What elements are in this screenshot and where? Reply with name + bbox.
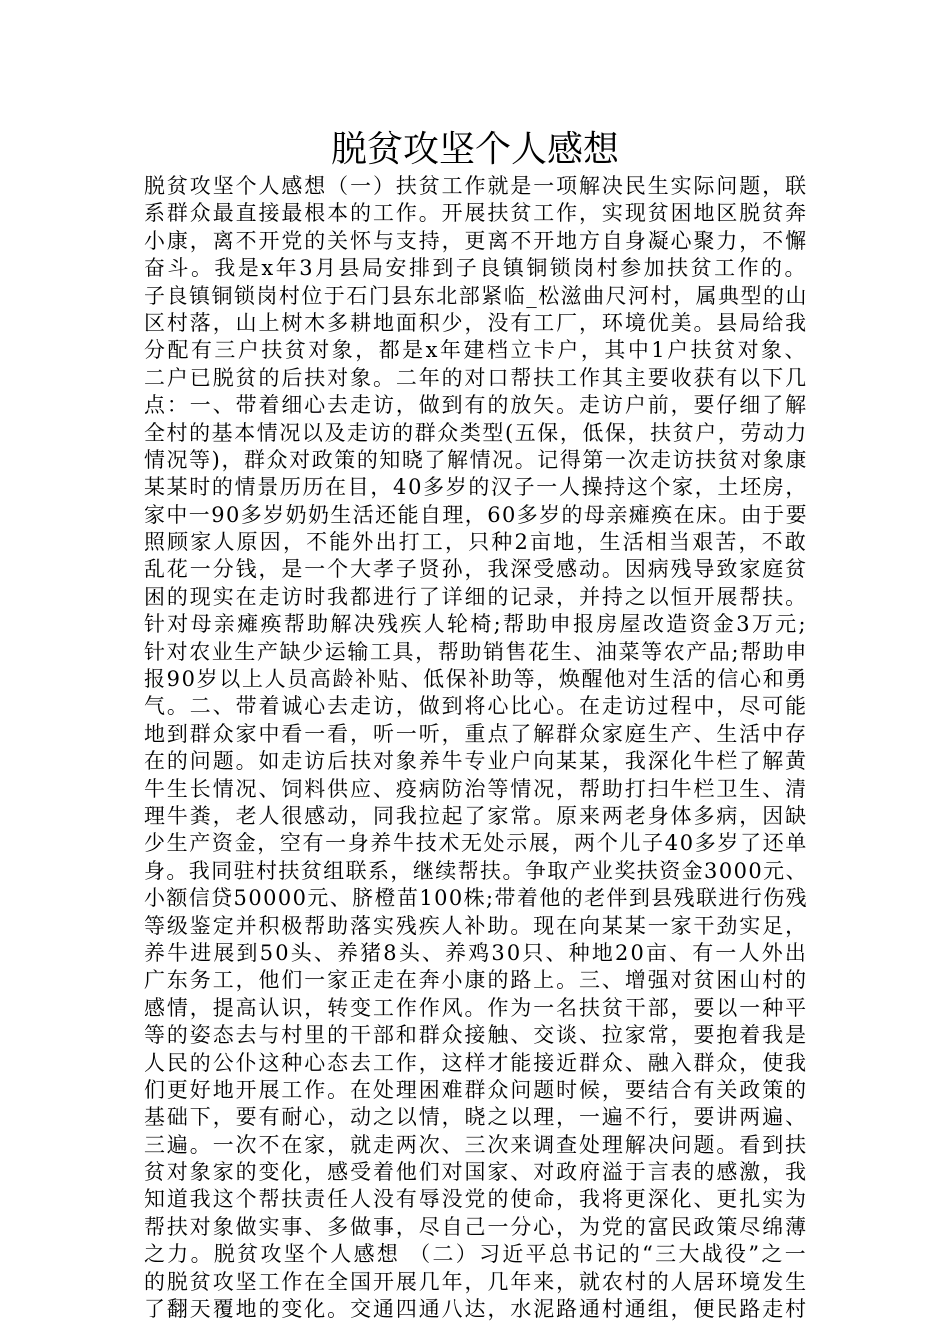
document-text-line: 了翻天覆地的变化。交通四通八达，水泥路通村通组，便民路走村 bbox=[144, 1297, 808, 1322]
document-text-line: 贫对象家的变化，感受着他们对国家、对政府溢于言表的感激，我 bbox=[144, 1160, 808, 1185]
document-text-line: 二户已脱贫的后扶对象。二年的对口帮扶工作其主要收获有以下几 bbox=[144, 365, 808, 390]
document-text-line: 等级鉴定并积极帮助落实残疾人补助。现在向某某一家干劲实足， bbox=[144, 913, 808, 938]
document-text-line: 针对农业生产缺少运输工具，帮助销售花生、油菜等农产品;帮助申 bbox=[144, 639, 808, 664]
document-title: 脱贫攻坚个人感想 bbox=[330, 129, 619, 170]
document-text-line: 人民的公仆这种心态去工作，这样才能接近群众、融入群众，使我 bbox=[144, 1050, 808, 1075]
document-text-line: 之力。脱贫攻坚个人感想 （二）习近平总书记的“三大战役”之一 bbox=[144, 1242, 808, 1267]
document-text-line: 三遍。一次不在家，就走两次、三次来调查处理解决问题。看到扶 bbox=[144, 1132, 808, 1157]
document-text-line: 等的姿态去与村里的干部和群众接触、交谈、拉家常，要抱着我是 bbox=[144, 1023, 808, 1048]
document-text-line: 全村的基本情况以及走访的群众类型(五保，低保，扶贫户，劳动力 bbox=[144, 420, 808, 445]
document-text-line: 分配有三户扶贫对象，都是x年建档立卡户，其中1户扶贫对象、 bbox=[144, 338, 808, 363]
document-text-line: 照顾家人原因，不能外出打工，只种2亩地，生活相当艰苦，不敢 bbox=[144, 530, 808, 555]
document-text-line: 子良镇铜锁岗村位于石门县东北部紧临_松滋曲尺河村，属典型的山 bbox=[144, 283, 808, 308]
document-text-line: 身。我同驻村扶贫组联系，继续帮扶。争取产业奖扶资金3000元、 bbox=[144, 858, 808, 883]
document-text-line: 养牛进展到50头、养猪8头、养鸡30只、种地20亩、有一人外出 bbox=[144, 940, 808, 965]
document-text-line: 小额信贷50000元、脐橙苗100株;带着他的老伴到县残联进行伤残 bbox=[144, 886, 808, 911]
document-text-line: 理牛粪，老人很感动，同我拉起了家常。原来两老身体多病，因缺 bbox=[144, 803, 808, 828]
document-text-line: 区村落，山上树木多耕地面积少，没有工厂，环境优美。县局给我 bbox=[144, 310, 808, 335]
document-body bbox=[144, 173, 808, 1323]
document-text-line: 帮扶对象做实事、多做事，尽自己一分心，为党的富民政策尽绵薄 bbox=[144, 1214, 808, 1239]
document-text-line: 在的问题。如走访后扶对象养牛专业户向某某，我深化牛栏了解黄 bbox=[144, 749, 808, 774]
document-text-line: 情况等)，群众对政策的知晓了解情况。记得第一次走访扶贫对象康 bbox=[144, 447, 808, 472]
document-text-line: 针对母亲瘫痪帮助解决残疾人轮椅;帮助申报房屋改造资金3万元; bbox=[144, 612, 808, 637]
document-text-line: 系群众最直接最根本的工作。开展扶贫工作，实现贫困地区脱贫奔 bbox=[144, 201, 808, 226]
document-text-line: 家中一90多岁奶奶生活还能自理，60多岁的母亲瘫痪在床。由于要 bbox=[144, 502, 808, 527]
document-text-line: 乱花一分钱，是一个大孝子贤孙，我深受感动。因病残导致家庭贫 bbox=[144, 557, 808, 582]
document-text-line: 少生产资金，空有一身养牛技术无处示展，两个儿子40多岁了还单 bbox=[144, 831, 808, 856]
document-text-line: 的脱贫攻坚工作在全国开展几年，几年来，就农村的人居环境发生 bbox=[144, 1269, 808, 1294]
document-text-line: 脱贫攻坚个人感想（一）扶贫工作就是一项解决民生实际问题，联 bbox=[144, 174, 808, 198]
document-text-line: 困的现实在走访时我都进行了详细的记录，并持之以恒开展帮扶。 bbox=[144, 584, 808, 609]
document-text-line: 小康，离不开党的关怀与支持，更离不开地方自身凝心聚力，不懈 bbox=[144, 228, 808, 253]
document-text-line: 感情，提高认识，转变工作作风。作为一名扶贫干部，要以一种平 bbox=[144, 995, 808, 1020]
document-text-line: 地到群众家中看一看，听一听，重点了解群众家庭生产、生活中存 bbox=[144, 721, 808, 746]
document-text-line: 们更好地开展工作。在处理困难群众问题时候，要结合有关政策的 bbox=[144, 1077, 808, 1102]
document-text-line: 广东务工，他们一家正走在奔小康的路上。三、增强对贫困山村的 bbox=[144, 968, 808, 993]
document-text-line: 报90岁以上人员高龄补贴、低保补助等，焕醒他对生活的信心和勇 bbox=[144, 667, 808, 692]
document-text-line: 点：一、带着细心去走访，做到有的放矢。走访户前，要仔细了解 bbox=[144, 393, 808, 418]
document-text-line: 某某时的情景历历在目，40多岁的汉子一人操持这个家，土坯房， bbox=[144, 475, 808, 500]
document-text-line: 知道我这个帮扶责任人没有辱没党的使命，我将更深化、更扎实为 bbox=[144, 1187, 808, 1212]
document-text-line: 基础下，要有耐心，动之以情，晓之以理，一遍不行，要讲两遍、 bbox=[144, 1105, 808, 1130]
document-text-line: 奋斗。我是x年3月县局安排到子良镇铜锁岗村参加扶贫工作的。 bbox=[144, 256, 808, 281]
document-text-line: 气。二、带着诚心去走访，做到将心比心。在走访过程中，尽可能 bbox=[144, 694, 808, 719]
document-text-line: 牛生长情况、饲料供应、疫病防治等情况，帮助打扫牛栏卫生、清 bbox=[144, 776, 808, 801]
